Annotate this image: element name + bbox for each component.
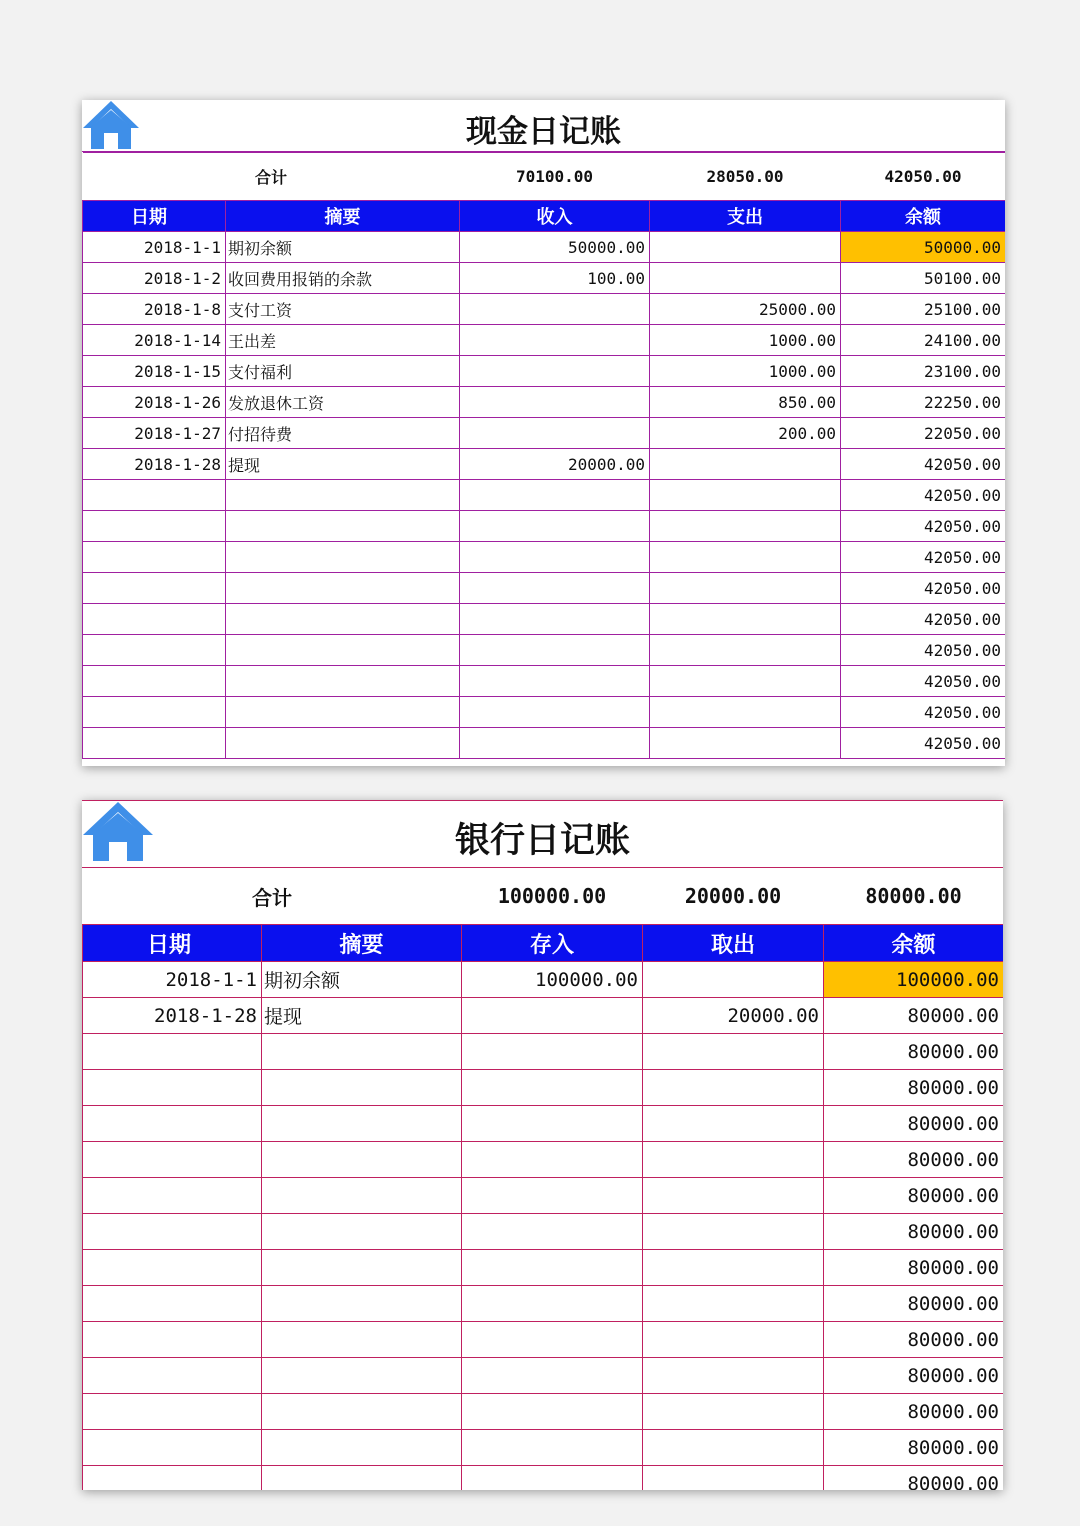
- cell-summary[interactable]: [226, 542, 460, 573]
- table-row: [83, 1178, 1004, 1214]
- cell-deposit[interactable]: [462, 1286, 643, 1322]
- cell-balance[interactable]: 80000.00: [824, 1106, 1004, 1142]
- total-income: 70100.00: [460, 153, 650, 201]
- cell-date[interactable]: [83, 1466, 262, 1491]
- cell-income[interactable]: [460, 573, 650, 604]
- cell-withdraw[interactable]: [643, 1178, 824, 1214]
- cell-summary[interactable]: [262, 1178, 462, 1214]
- cell-balance[interactable]: 80000.00: [824, 1358, 1004, 1394]
- cash-journal-sheet: [82, 100, 1005, 766]
- cell-balance[interactable]: 80000.00: [824, 1286, 1004, 1322]
- table-row: [83, 1214, 1004, 1250]
- cell-date[interactable]: 2018-1-28: [83, 998, 262, 1034]
- cell-summary[interactable]: [262, 1142, 462, 1178]
- table-row: [83, 1250, 1004, 1286]
- cell-withdraw[interactable]: [643, 1214, 824, 1250]
- cell-income[interactable]: [460, 511, 650, 542]
- cell-summary[interactable]: 期初余额: [262, 962, 462, 998]
- cell-income[interactable]: [460, 480, 650, 511]
- cell-date[interactable]: [83, 1178, 262, 1214]
- cell-date[interactable]: [83, 666, 226, 697]
- cell-date[interactable]: [83, 511, 226, 542]
- table-row: [83, 1430, 1004, 1466]
- cell-expense[interactable]: 1000.00: [650, 325, 841, 356]
- bank-journal-sheet: [82, 800, 1003, 1490]
- cell-expense[interactable]: [650, 697, 841, 728]
- cell-summary[interactable]: [262, 1250, 462, 1286]
- table-row: [83, 418, 1006, 449]
- cell-expense[interactable]: [650, 480, 841, 511]
- table-row: [83, 325, 1006, 356]
- cell-summary[interactable]: [262, 1286, 462, 1322]
- cell-balance[interactable]: 80000.00: [824, 1430, 1004, 1466]
- table-row: [83, 998, 1004, 1034]
- cell-deposit[interactable]: [462, 1250, 643, 1286]
- total-label: 合计: [83, 868, 462, 925]
- cell-date[interactable]: [83, 1430, 262, 1466]
- cell-expense[interactable]: [650, 232, 841, 263]
- cell-date[interactable]: 2018-1-2: [83, 263, 226, 294]
- cell-deposit[interactable]: [462, 1034, 643, 1070]
- table-row: [83, 1034, 1004, 1070]
- cell-income[interactable]: [460, 604, 650, 635]
- column-header-summary[interactable]: 摘要: [262, 925, 462, 962]
- cell-income[interactable]: [460, 356, 650, 387]
- cell-summary[interactable]: [262, 1214, 462, 1250]
- cell-balance[interactable]: 42050.00: [841, 511, 1005, 542]
- cell-withdraw[interactable]: [643, 1286, 824, 1322]
- column-header-expense[interactable]: 支出: [650, 201, 841, 232]
- total-balance: 42050.00: [841, 153, 1005, 201]
- cell-date[interactable]: [83, 1106, 262, 1142]
- cell-income[interactable]: [460, 387, 650, 418]
- cell-date[interactable]: [83, 1286, 262, 1322]
- cell-balance[interactable]: 80000.00: [824, 1214, 1004, 1250]
- cell-summary[interactable]: [226, 511, 460, 542]
- cell-expense[interactable]: [650, 666, 841, 697]
- cell-deposit[interactable]: [462, 1142, 643, 1178]
- bank-ledger-table: [82, 867, 1003, 1490]
- column-header-row: [83, 201, 1006, 232]
- cell-date[interactable]: [83, 542, 226, 573]
- table-row: [83, 294, 1006, 325]
- cell-deposit[interactable]: [462, 1322, 643, 1358]
- table-row: [83, 666, 1006, 697]
- totals-row: [83, 153, 1006, 201]
- cell-balance[interactable]: 24100.00: [841, 325, 1005, 356]
- cell-balance[interactable]: 42050.00: [841, 480, 1005, 511]
- table-row: [83, 697, 1006, 728]
- cell-balance[interactable]: 42050.00: [841, 573, 1005, 604]
- table-row: [83, 232, 1006, 263]
- table-row: [83, 1070, 1004, 1106]
- total-expense: 28050.00: [650, 153, 841, 201]
- cell-balance[interactable]: 50100.00: [841, 263, 1005, 294]
- table-row: [83, 1466, 1004, 1491]
- cell-balance[interactable]: 23100.00: [841, 356, 1005, 387]
- cell-income[interactable]: [460, 728, 650, 759]
- cell-date[interactable]: [83, 1070, 262, 1106]
- totals-row: [83, 868, 1004, 925]
- cell-balance[interactable]: 80000.00: [824, 1394, 1004, 1430]
- table-row: [83, 387, 1006, 418]
- table-row: [83, 1394, 1004, 1430]
- cell-deposit[interactable]: [462, 1178, 643, 1214]
- cell-deposit[interactable]: [462, 1394, 643, 1430]
- cell-balance[interactable]: 42050.00: [841, 635, 1005, 666]
- cell-balance[interactable]: 42050.00: [841, 666, 1005, 697]
- cell-date[interactable]: [83, 480, 226, 511]
- table-row: [83, 962, 1004, 998]
- cell-income[interactable]: 50000.00: [460, 232, 650, 263]
- total-balance: 80000.00: [824, 868, 1004, 925]
- table-row: [83, 356, 1006, 387]
- cell-date[interactable]: 2018-1-14: [83, 325, 226, 356]
- cell-withdraw[interactable]: [643, 1070, 824, 1106]
- table-row: [83, 511, 1006, 542]
- cell-balance[interactable]: 80000.00: [824, 1070, 1004, 1106]
- column-header-date[interactable]: 日期: [83, 201, 226, 232]
- column-header-withdraw[interactable]: 取出: [643, 925, 824, 962]
- cell-income[interactable]: [460, 325, 650, 356]
- cell-summary[interactable]: [226, 728, 460, 759]
- cell-balance[interactable]: 80000.00: [824, 1250, 1004, 1286]
- cell-balance[interactable]: 80000.00: [824, 1322, 1004, 1358]
- cell-summary[interactable]: [262, 1106, 462, 1142]
- table-row: [83, 1286, 1004, 1322]
- table-row: [83, 542, 1006, 573]
- table-row: [83, 480, 1006, 511]
- cell-summary[interactable]: 提现: [226, 449, 460, 480]
- cell-withdraw[interactable]: 20000.00: [643, 998, 824, 1034]
- total-deposit: 100000.00: [462, 868, 643, 925]
- cell-summary[interactable]: 发放退休工资: [226, 387, 460, 418]
- cell-summary[interactable]: [226, 604, 460, 635]
- cell-date[interactable]: [83, 573, 226, 604]
- cell-summary[interactable]: 收回费用报销的余款: [226, 263, 460, 294]
- cell-withdraw[interactable]: [643, 1358, 824, 1394]
- cell-balance[interactable]: 80000.00: [824, 998, 1004, 1034]
- table-row: [83, 1106, 1004, 1142]
- cell-expense[interactable]: [650, 573, 841, 604]
- cell-expense[interactable]: 850.00: [650, 387, 841, 418]
- cell-balance[interactable]: 50000.00: [841, 232, 1005, 263]
- cell-summary[interactable]: 支付工资: [226, 294, 460, 325]
- cell-withdraw[interactable]: [643, 1394, 824, 1430]
- cash-ledger-table: [82, 152, 1005, 759]
- cell-summary[interactable]: [226, 666, 460, 697]
- cell-date[interactable]: [83, 1214, 262, 1250]
- column-header-row: [83, 925, 1004, 962]
- cell-deposit[interactable]: [462, 998, 643, 1034]
- bank-title-row: [82, 800, 1003, 868]
- cell-expense[interactable]: [650, 604, 841, 635]
- cell-balance[interactable]: 42050.00: [841, 449, 1005, 480]
- cell-summary[interactable]: [262, 1394, 462, 1430]
- cell-balance[interactable]: 25100.00: [841, 294, 1005, 325]
- cell-deposit[interactable]: [462, 1430, 643, 1466]
- cell-summary[interactable]: [262, 1322, 462, 1358]
- cell-expense[interactable]: [650, 635, 841, 666]
- cell-income[interactable]: [460, 418, 650, 449]
- cell-date[interactable]: 2018-1-15: [83, 356, 226, 387]
- cell-summary[interactable]: [262, 1358, 462, 1394]
- cell-summary[interactable]: [262, 1034, 462, 1070]
- cell-expense[interactable]: 25000.00: [650, 294, 841, 325]
- cell-balance[interactable]: 22050.00: [841, 418, 1005, 449]
- cell-income[interactable]: 20000.00: [460, 449, 650, 480]
- cell-income[interactable]: [460, 697, 650, 728]
- cell-expense[interactable]: [650, 728, 841, 759]
- cell-withdraw[interactable]: [643, 1106, 824, 1142]
- column-header-deposit[interactable]: 存入: [462, 925, 643, 962]
- cell-summary[interactable]: [262, 1466, 462, 1491]
- column-header-summary[interactable]: 摘要: [226, 201, 460, 232]
- cell-income[interactable]: [460, 542, 650, 573]
- cash-title-row: [82, 100, 1005, 152]
- cell-date[interactable]: 2018-1-28: [83, 449, 226, 480]
- cell-summary[interactable]: 付招待费: [226, 418, 460, 449]
- total-label: 合计: [83, 153, 460, 201]
- table-row: [83, 263, 1006, 294]
- cell-balance[interactable]: 80000.00: [824, 1142, 1004, 1178]
- column-header-balance[interactable]: 余额: [841, 201, 1005, 232]
- cell-deposit[interactable]: [462, 1358, 643, 1394]
- cell-date[interactable]: 2018-1-8: [83, 294, 226, 325]
- table-row: [83, 1358, 1004, 1394]
- cell-balance[interactable]: 42050.00: [841, 697, 1005, 728]
- cell-withdraw[interactable]: [643, 1142, 824, 1178]
- cell-withdraw[interactable]: [643, 1466, 824, 1491]
- cell-date[interactable]: 2018-1-1: [83, 232, 226, 263]
- table-row: [83, 635, 1006, 666]
- cell-balance[interactable]: 42050.00: [841, 728, 1005, 759]
- table-row: [83, 604, 1006, 635]
- cell-date[interactable]: [83, 1394, 262, 1430]
- cell-balance[interactable]: 100000.00: [824, 962, 1004, 998]
- cell-expense[interactable]: [650, 449, 841, 480]
- cell-withdraw[interactable]: [643, 1250, 824, 1286]
- cell-summary[interactable]: 期初余额: [226, 232, 460, 263]
- cell-balance[interactable]: 42050.00: [841, 542, 1005, 573]
- cell-deposit[interactable]: 100000.00: [462, 962, 643, 998]
- cell-balance[interactable]: 80000.00: [824, 1034, 1004, 1070]
- cell-deposit[interactable]: [462, 1106, 643, 1142]
- page-title: 银行日记账: [454, 820, 630, 861]
- table-row: [83, 1322, 1004, 1358]
- cell-deposit[interactable]: [462, 1214, 643, 1250]
- cell-balance[interactable]: 80000.00: [824, 1178, 1004, 1214]
- cell-withdraw[interactable]: [643, 1430, 824, 1466]
- cell-deposit[interactable]: [462, 1070, 643, 1106]
- cell-summary[interactable]: 支付福利: [226, 356, 460, 387]
- table-row: [83, 1142, 1004, 1178]
- column-header-income[interactable]: 收入: [460, 201, 650, 232]
- cell-date[interactable]: [83, 1034, 262, 1070]
- cell-date[interactable]: 2018-1-27: [83, 418, 226, 449]
- column-header-balance[interactable]: 余额: [824, 925, 1004, 962]
- cell-balance[interactable]: 22250.00: [841, 387, 1005, 418]
- cell-withdraw[interactable]: [643, 1034, 824, 1070]
- table-row: [83, 573, 1006, 604]
- cell-expense[interactable]: 1000.00: [650, 356, 841, 387]
- total-withdraw: 20000.00: [643, 868, 824, 925]
- cell-balance[interactable]: 80000.00: [824, 1466, 1004, 1491]
- cell-expense[interactable]: [650, 542, 841, 573]
- cell-summary[interactable]: [226, 697, 460, 728]
- cell-income[interactable]: [460, 666, 650, 697]
- cell-date[interactable]: [83, 697, 226, 728]
- cell-expense[interactable]: 200.00: [650, 418, 841, 449]
- cell-date[interactable]: [83, 728, 226, 759]
- cell-summary[interactable]: [262, 1430, 462, 1466]
- page-title: 现金日记账: [466, 114, 621, 150]
- cell-income[interactable]: 100.00: [460, 263, 650, 294]
- cell-expense[interactable]: [650, 263, 841, 294]
- cell-date[interactable]: 2018-1-1: [83, 962, 262, 998]
- cell-withdraw[interactable]: [643, 1322, 824, 1358]
- cell-income[interactable]: [460, 635, 650, 666]
- cell-summary[interactable]: 提现: [262, 998, 462, 1034]
- cell-withdraw[interactable]: [643, 962, 824, 998]
- cell-date[interactable]: [83, 1142, 262, 1178]
- cell-balance[interactable]: 42050.00: [841, 604, 1005, 635]
- cell-summary[interactable]: [226, 573, 460, 604]
- cell-date[interactable]: [83, 604, 226, 635]
- cell-date[interactable]: [83, 1322, 262, 1358]
- cell-date[interactable]: [83, 1358, 262, 1394]
- cell-summary[interactable]: 王出差: [226, 325, 460, 356]
- cell-summary[interactable]: [226, 480, 460, 511]
- table-row: [83, 449, 1006, 480]
- cell-income[interactable]: [460, 294, 650, 325]
- cell-summary[interactable]: [226, 635, 460, 666]
- cell-deposit[interactable]: [462, 1466, 643, 1491]
- cell-date[interactable]: [83, 635, 226, 666]
- cell-expense[interactable]: [650, 511, 841, 542]
- cell-date[interactable]: 2018-1-26: [83, 387, 226, 418]
- cell-date[interactable]: [83, 1250, 262, 1286]
- column-header-date[interactable]: 日期: [83, 925, 262, 962]
- table-row: [83, 728, 1006, 759]
- cell-summary[interactable]: [262, 1070, 462, 1106]
